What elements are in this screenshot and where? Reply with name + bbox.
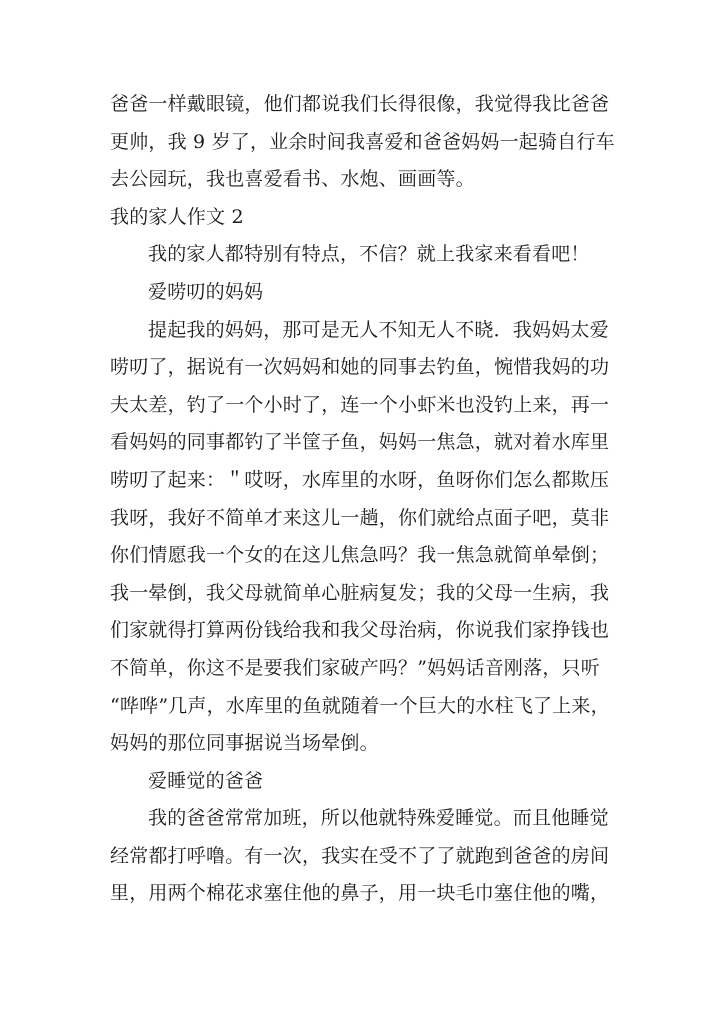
text-line: 唠叨了，据说有一次妈妈和她的同事去钓鱼，惋惜我妈的功 xyxy=(110,356,610,379)
text-line: 们家就得打算两份钱给我和我父母治病，你说我们家挣钱也 xyxy=(110,619,610,642)
text-line: 经常都打呼噜。有一次，我实在受不了了就跑到爸爸的房间 xyxy=(110,844,610,867)
text-line: 我一晕倒，我父母就简单心脏病复发；我的父母一生病，我 xyxy=(110,581,610,604)
text-line: 不简单，你这不是要我们家破产吗？”妈妈话音刚落，只听 xyxy=(110,656,600,679)
text-line: 提起我的妈妈，那可是无人不知无人不晓．我妈妈太爱 xyxy=(148,318,609,341)
text-line: 夫太差，钓了一个小时了，连一个小虾米也没钓上来，再一 xyxy=(110,393,610,416)
text-line: 唠叨了起来：＂哎呀，水库里的水呀，鱼呀你们怎么都欺压 xyxy=(110,468,610,491)
text-line: 我的爸爸常常加班，所以他就特殊爱睡觉。而且他睡觉 xyxy=(148,807,609,830)
text-line: 去公园玩，我也喜爱看书、水炮、画画等。 xyxy=(110,168,475,191)
text-line: 更帅，我 9 岁了，业余时间我喜爱和爸爸妈妈一起骑自行车 xyxy=(110,130,615,153)
text-line: 我的家人都特别有特点，不信？就上我家来看看吧！ xyxy=(148,243,590,266)
text-line: 妈妈的那位同事据说当场晕倒。 xyxy=(110,732,379,755)
text-line: 看妈妈的同事都钓了半筐子鱼，妈妈一焦急，就对着水库里 xyxy=(110,431,610,454)
section-heading: 我的家人作文 2 xyxy=(110,205,244,228)
subheading-father: 爱睡觉的爸爸 xyxy=(148,769,264,792)
text-line: 爸爸一样戴眼镜，他们都说我们长得很像，我觉得我比爸爸 xyxy=(110,93,610,115)
subheading-mother: 爱唠叨的妈妈 xyxy=(148,280,264,303)
text-line: 你们情愿我一个女的在这儿焦急吗？我一焦急就简单晕倒； xyxy=(110,544,610,567)
text-line: 我呀，我好不简单才来这儿一趟，你们就给点面子吧，莫非 xyxy=(110,506,610,529)
document-body xyxy=(110,86,615,913)
text-line: 里，用两个棉花求塞住他的鼻子，用一块毛巾塞住他的嘴， xyxy=(110,882,610,905)
text-line: “哗哗”几声，水库里的鱼就随着一个巨大的水柱飞了上来， xyxy=(110,694,610,717)
